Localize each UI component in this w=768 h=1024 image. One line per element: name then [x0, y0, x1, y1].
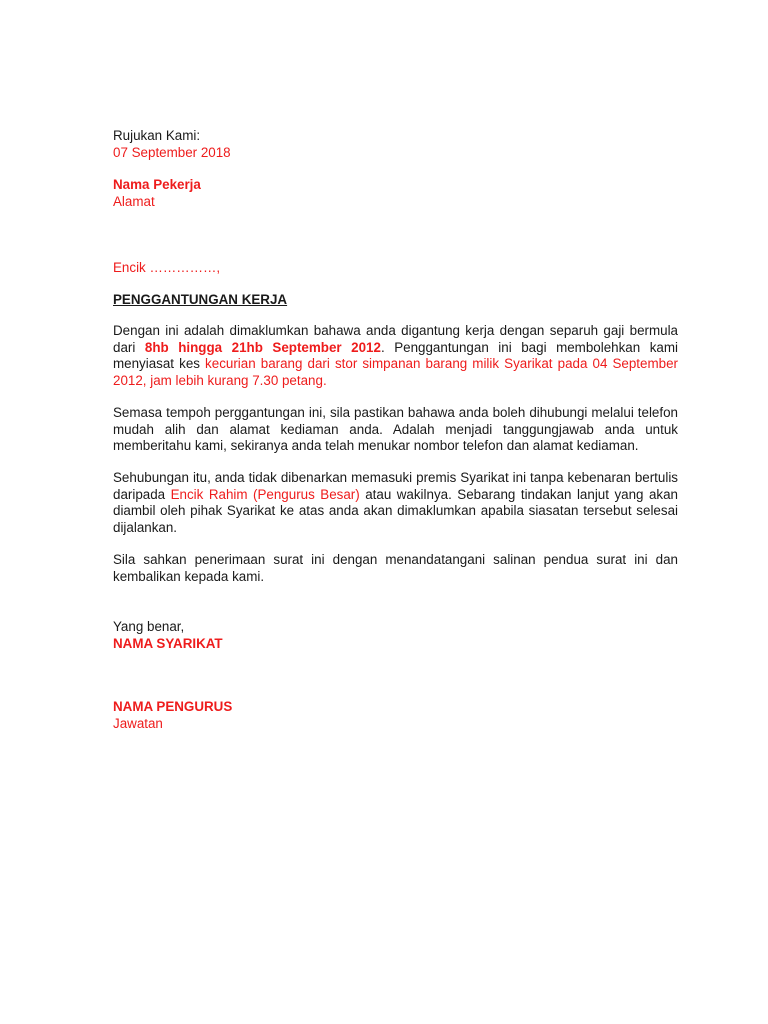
salutation-block [113, 260, 678, 277]
paragraph-2 [113, 405, 678, 455]
salutation: Encik ……………, [113, 260, 221, 275]
manager-position: Jawatan [113, 715, 163, 731]
company-name: NAMA SYARIKAT [113, 635, 223, 651]
letter-header [113, 128, 678, 161]
paragraph-3-text-b: atau wakilnya. Sebarang tindakan lanjut yang akan diambil oleh pihak Syarikat ke atas anda akan dimaklumkan apabila siasatan tersebut selesai dijalankan. [113, 486, 679, 535]
paragraph-1-text-a: Dengan ini adalah dimaklumkan bahawa anda digantung kerja dengan separuh gaji bermula dari [113, 323, 678, 355]
paragraph-4 [113, 552, 678, 585]
recipient-block [113, 177, 678, 210]
paragraph-3-text-a: Sehubungan itu, anda tidak dibenarkan memasuki premis Syarikat ini tanpa kebenaran bertulis daripada [113, 470, 678, 502]
case-description: kecurian barang dari stor simpanan barang milik Syarikat pada 04 September 2012, jam lebih kurang 7.30 petang. [113, 356, 678, 388]
paragraph-2-text: Semasa tempoh perggantungan ini, sila pastikan bahawa anda boleh dihubungi melalui telefon mudah alih dan alamat kediaman anda. Adalah menjadi tanggungjawab anda untuk memberitahu kami, sekiranya anda telah menukar nombor telefon dan alamat kediaman. [113, 405, 678, 454]
signature-block [113, 699, 678, 732]
manager-name: NAMA PENGURUS [113, 699, 233, 714]
reference-label: Rujukan Kami: [113, 128, 201, 143]
paragraph-1 [113, 323, 678, 389]
paragraph-4-text: Sila sahkan penerimaan surat ini dengan menandatangani salinan pendua surat ini dan kembalikan kepada kami. [113, 552, 678, 584]
employee-address: Alamat [113, 193, 155, 209]
paragraph-1-text-b: . Penggantungan ini bagi membolehkan kami menyiasat kes [113, 339, 678, 372]
paragraph-3 [113, 470, 678, 536]
employee-name: Nama Pekerja [113, 177, 201, 192]
authorizing-person: Encik Rahim (Pengurus Besar) [170, 486, 360, 502]
letter-subject: PENGGANTUNGAN KERJA [113, 292, 288, 307]
closing-block [113, 619, 678, 652]
letter-date: 07 September 2018 [113, 144, 231, 160]
subject-block [113, 292, 678, 309]
suspension-dates: 8hb hingga 21hb September 2012 [144, 339, 381, 355]
valediction: Yang benar, [113, 619, 185, 634]
